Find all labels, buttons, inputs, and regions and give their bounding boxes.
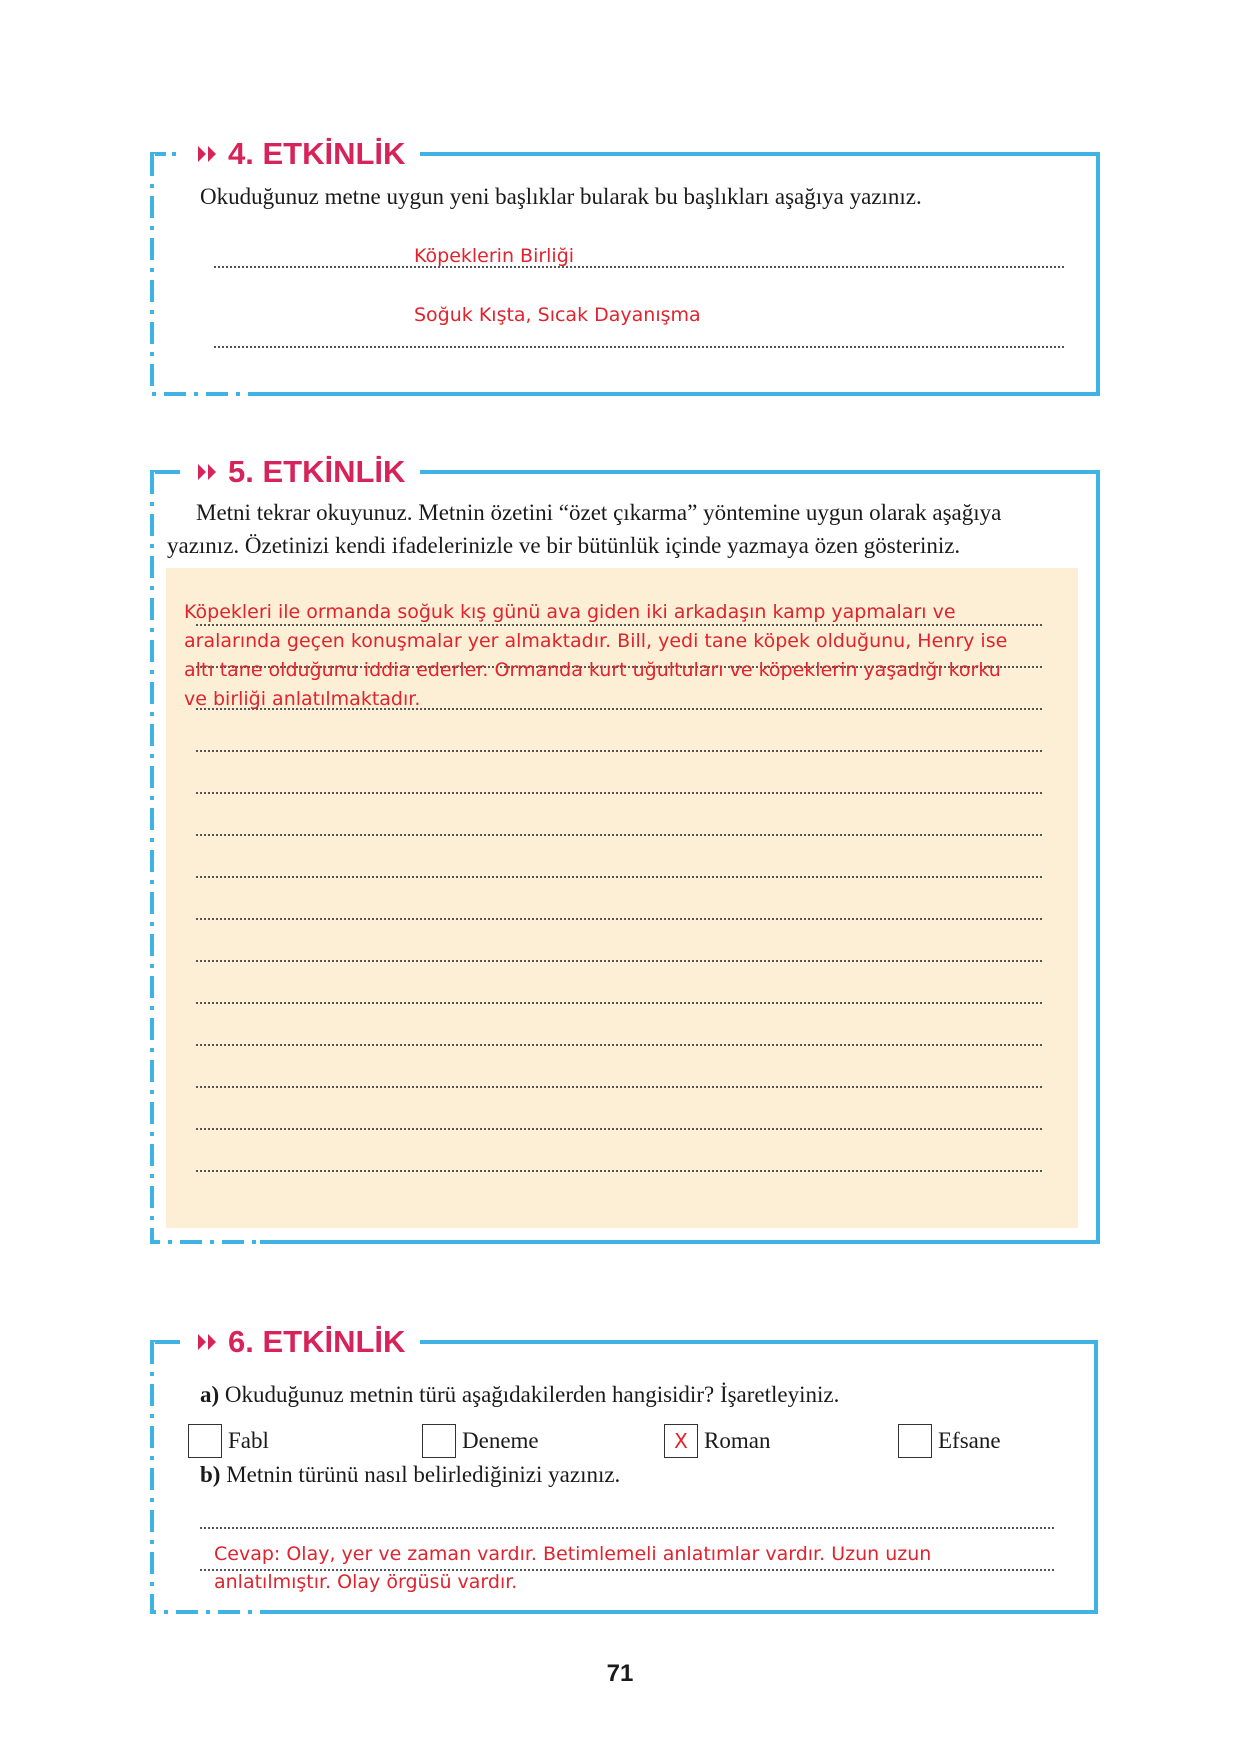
summary-answer-line-1: Köpekleri ile ormanda soğuk kış günü ava giden iki arkadaşın kamp yapmaları ve bbox=[184, 601, 956, 623]
question-b-answer-line-2: anlatılmıştır. Olay örgüsü vardır. bbox=[214, 1571, 518, 1593]
option-label: Roman bbox=[704, 1428, 771, 1453]
activity-6 bbox=[150, 1326, 1100, 1616]
answer-line bbox=[196, 792, 1042, 794]
summary-panel[interactable] bbox=[166, 568, 1078, 1228]
option-label: Deneme bbox=[462, 1428, 539, 1453]
activity-5 bbox=[150, 456, 1100, 1246]
activity-4-answer-1: Köpeklerin Birliği bbox=[414, 245, 575, 267]
question-b-answer-line-1: Cevap: Olay, yer ve zaman vardır. Betimlemeli anlatımlar vardır. Uzun uzun bbox=[214, 1543, 932, 1565]
activity-5-prompt-line-1: Metni tekrar okuyunuz. Metnin özetini “özet çıkarma” yöntemine uygun olarak aşağıya bbox=[196, 500, 1002, 525]
activity-4 bbox=[150, 138, 1100, 398]
activity-6-heading bbox=[188, 1324, 417, 1360]
checkbox[interactable]: X bbox=[664, 1424, 698, 1458]
answer-line bbox=[196, 960, 1042, 962]
activity-5-heading bbox=[188, 454, 417, 490]
page-number: 71 bbox=[606, 1660, 634, 1687]
option-deneme[interactable] bbox=[422, 1424, 539, 1458]
answer-line bbox=[196, 1170, 1042, 1172]
double-arrow-icon bbox=[196, 143, 220, 165]
checkbox[interactable] bbox=[188, 1424, 222, 1458]
answer-line bbox=[196, 876, 1042, 878]
activity-5-prompt-line-2: yazınız. Özetinizi kendi ifadelerinizle ve bir bütünlük içinde yazmaya özen gösteriniz. bbox=[167, 533, 961, 558]
activity-6-title: 6. ETKİNLİK bbox=[228, 1324, 406, 1359]
answer-line[interactable] bbox=[200, 1527, 1054, 1529]
answer-line bbox=[196, 1044, 1042, 1046]
answer-line bbox=[196, 750, 1042, 752]
summary-answer-line-2: aralarında geçen konuşmalar yer almaktadır. Bill, yedi tane köpek olduğunu, Henry ise bbox=[184, 630, 1008, 652]
checkbox[interactable] bbox=[898, 1424, 932, 1458]
activity-5-title: 5. ETKİNLİK bbox=[228, 454, 406, 489]
summary-answer-line-3: altı tane olduğunu iddia ederler. Ormanda kurt uğultuları ve köpeklerin yaşadığı korku bbox=[184, 659, 1001, 681]
double-arrow-icon bbox=[196, 461, 220, 483]
answer-line bbox=[196, 834, 1042, 836]
question-b bbox=[200, 1458, 620, 1492]
activity-4-answer-2: Soğuk Kışta, Sıcak Dayanışma bbox=[414, 304, 701, 326]
double-arrow-icon bbox=[196, 1331, 220, 1353]
question-b-label: b) bbox=[200, 1462, 221, 1487]
option-label: Efsane bbox=[938, 1428, 1001, 1453]
activity-4-heading bbox=[188, 136, 417, 172]
answer-line bbox=[196, 1002, 1042, 1004]
summary-answer-line-4: ve birliği anlatılmaktadır. bbox=[184, 688, 421, 710]
activity-4-title: 4. ETKİNLİK bbox=[228, 136, 406, 171]
option-label: Fabl bbox=[228, 1428, 269, 1453]
answer-line bbox=[196, 1086, 1042, 1088]
answer-line[interactable] bbox=[214, 346, 1064, 348]
question-a bbox=[200, 1378, 839, 1412]
answer-line bbox=[196, 918, 1042, 920]
activity-4-prompt: Okuduğunuz metne uygun yeni başlıklar bularak bu başlıkları aşağıya yazınız. bbox=[200, 184, 922, 209]
option-fabl[interactable] bbox=[188, 1424, 269, 1458]
option-roman[interactable] bbox=[664, 1424, 770, 1458]
question-b-text: Metnin türünü nasıl belirlediğinizi yazınız. bbox=[226, 1462, 621, 1487]
question-a-text: Okuduğunuz metnin türü aşağıdakilerden hangisidir? İşaretleyiniz. bbox=[224, 1382, 840, 1407]
checkbox[interactable] bbox=[422, 1424, 456, 1458]
option-efsane[interactable] bbox=[898, 1424, 1001, 1458]
answer-line bbox=[196, 1128, 1042, 1130]
activity-4-frame bbox=[150, 138, 1100, 398]
question-a-label: a) bbox=[200, 1382, 220, 1407]
answer-line[interactable] bbox=[214, 266, 1064, 268]
